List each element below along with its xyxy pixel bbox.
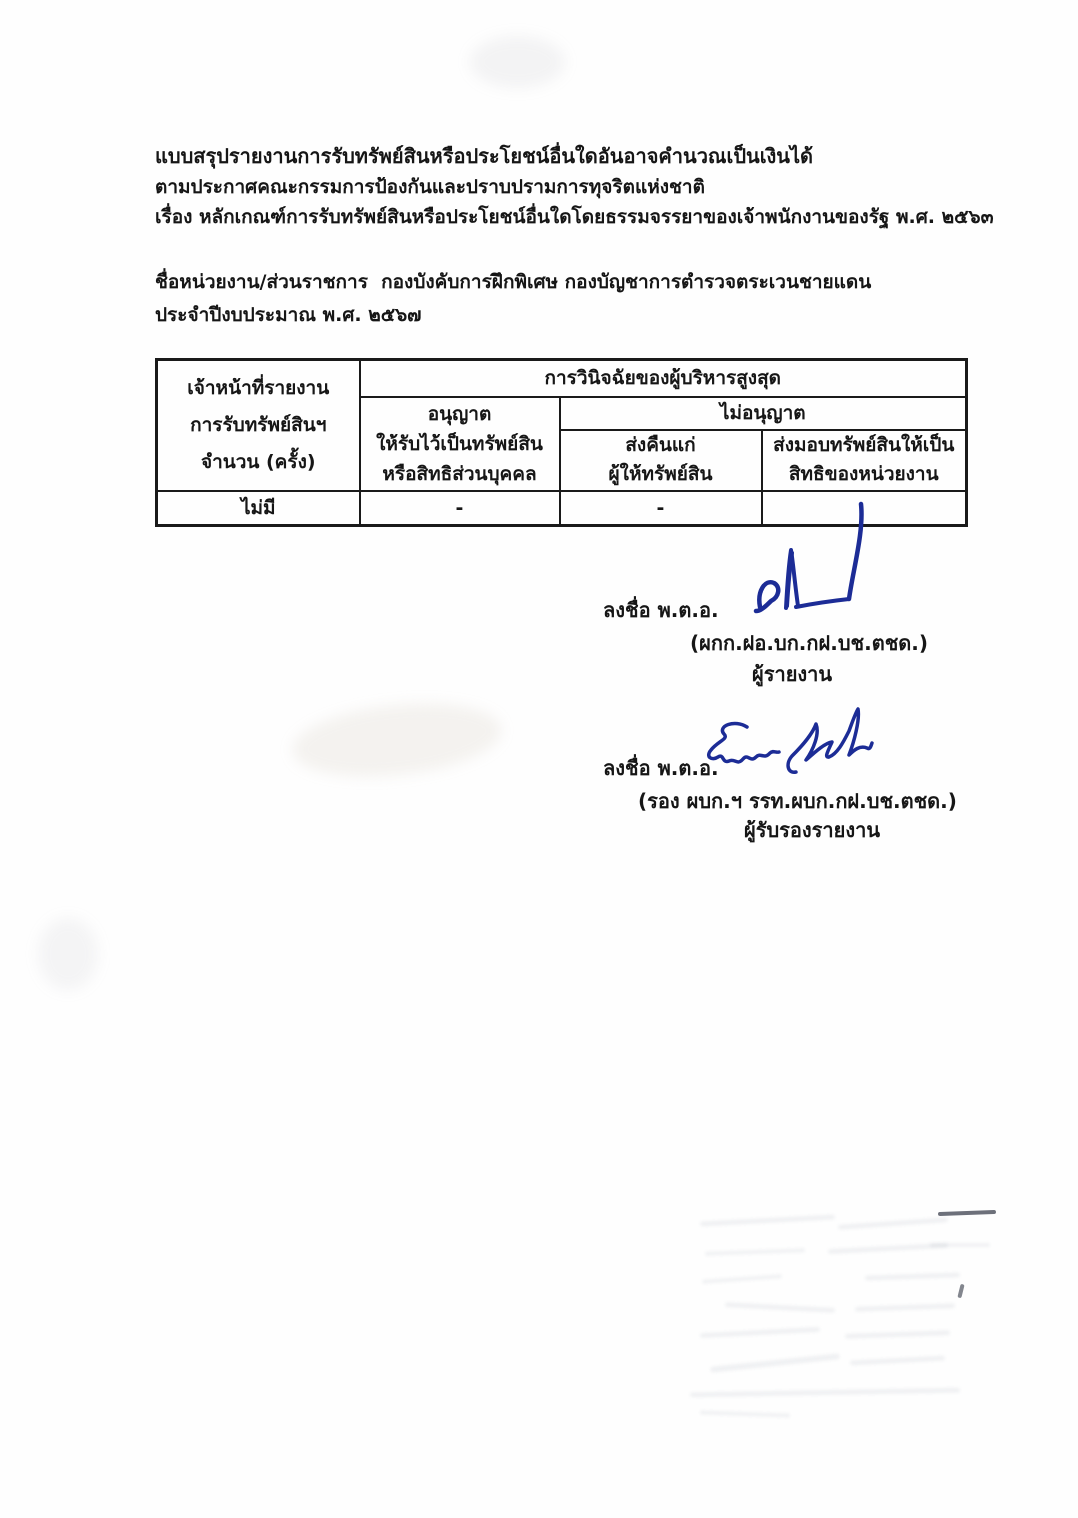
bleedthrough-mark bbox=[725, 1302, 835, 1313]
bleedthrough-mark bbox=[855, 1303, 955, 1311]
scan-smudge bbox=[470, 36, 565, 88]
return-header-line1: ส่งคืนแก่ bbox=[625, 434, 696, 456]
decision-table bbox=[155, 358, 968, 527]
signature2-role: ผู้รับรองรายงาน bbox=[744, 818, 881, 842]
fiscal-year-line: ประจำปีงบประมาณ พ.ศ. ๒๕๖๗ bbox=[155, 304, 422, 326]
stray-dark-tick bbox=[957, 1284, 964, 1299]
return-value: - bbox=[560, 491, 762, 526]
bleedthrough-mark bbox=[705, 1248, 805, 1255]
officer-header-line2: การรับทรัพย์สินฯ bbox=[190, 413, 327, 436]
bleedthrough-mark bbox=[930, 1243, 990, 1247]
handover-value bbox=[762, 491, 967, 526]
signature1-prefix: ลงชื่อ พ.ต.อ. bbox=[603, 598, 719, 622]
document-header bbox=[155, 140, 995, 232]
document-subject-line: เรื่อง หลักเกณฑ์การรับทรัพย์สินหรือประโยชน์อื่นใดโดยธรรมจรรยาของเจ้าพนักงานของรัฐ พ.ศ. ๒๕๖๓ bbox=[155, 206, 994, 228]
not-allow-header-cell: ไม่อนุญาต bbox=[560, 397, 967, 430]
officer-header-line1: เจ้าหน้าที่รายงาน bbox=[187, 376, 330, 399]
allow-header-line1: อนุญาต bbox=[427, 402, 492, 425]
bleedthrough-mark bbox=[865, 1272, 960, 1280]
stray-dark-dash bbox=[938, 1210, 996, 1216]
scan-smudge bbox=[289, 694, 505, 786]
bleedthrough-mark bbox=[838, 1217, 948, 1230]
handover-header-cell bbox=[762, 430, 967, 491]
allow-header-cell bbox=[360, 397, 560, 491]
handover-header-line2: สิทธิของหน่วยงาน bbox=[788, 463, 939, 485]
bleedthrough-mark bbox=[702, 1274, 782, 1284]
bleedthrough-mark bbox=[845, 1330, 950, 1339]
return-header-cell bbox=[560, 430, 762, 491]
allow-header-line3: หรือสิทธิส่วนบุคคล bbox=[382, 462, 537, 485]
document-subtitle: ตามประกาศคณะกรรมการป้องกันและปราบปรามการทุจริตแห่งชาติ bbox=[155, 176, 705, 198]
return-header-line2: ผู้ให้ทรัพย์สิน bbox=[608, 463, 713, 485]
bleedthrough-mark bbox=[700, 1410, 790, 1417]
decision-header-cell: การวินิจฉัยของผู้บริหารสูงสุด bbox=[360, 360, 967, 397]
bleedthrough-mark bbox=[700, 1327, 820, 1338]
bleedthrough-mark bbox=[710, 1353, 840, 1373]
report-count-value: ไม่มี bbox=[157, 491, 360, 526]
signature2-prefix: ลงชื่อ พ.ต.อ. bbox=[603, 756, 719, 780]
officer-report-header-cell bbox=[157, 360, 360, 491]
bleedthrough-mark bbox=[690, 1388, 960, 1398]
document-title: แบบสรุปรายงานการรับทรัพย์สินหรือประโยชน์อื่นใดอันอาจคำนวณเป็นเงินได้ bbox=[155, 144, 814, 168]
officer-header-line3: จำนวน (ครั้ง) bbox=[200, 450, 316, 473]
bleedthrough-mark bbox=[700, 1214, 835, 1226]
allow-header-line2: ให้รับไว้เป็นทรัพย์สิน bbox=[376, 432, 543, 455]
bleedthrough-mark bbox=[828, 1243, 948, 1254]
table-row bbox=[157, 491, 967, 526]
signature1-role: ผู้รายงาน bbox=[752, 662, 833, 686]
signature2-ink-stroke bbox=[695, 700, 880, 790]
agency-name-line: ชื่อหน่วยงาน/ส่วนราชการ กองบังคับการฝึกพิเศษ กองบัญชาการตำรวจตระเวนชายแดน bbox=[155, 271, 872, 293]
handover-header-line1: ส่งมอบทรัพย์สินให้เป็น bbox=[773, 434, 955, 456]
bleedthrough-mark bbox=[850, 1356, 945, 1366]
signature2-name: (รอง ผบก.ฯ รรท.ผบก.กฝ.บช.ตชด.) bbox=[638, 789, 957, 813]
allow-value: - bbox=[360, 491, 560, 526]
scan-smudge bbox=[38, 918, 98, 990]
agency-block bbox=[155, 266, 995, 332]
signature1-name: (ผกก.ฝอ.บก.กฝ.บช.ตชด.) bbox=[690, 631, 928, 655]
